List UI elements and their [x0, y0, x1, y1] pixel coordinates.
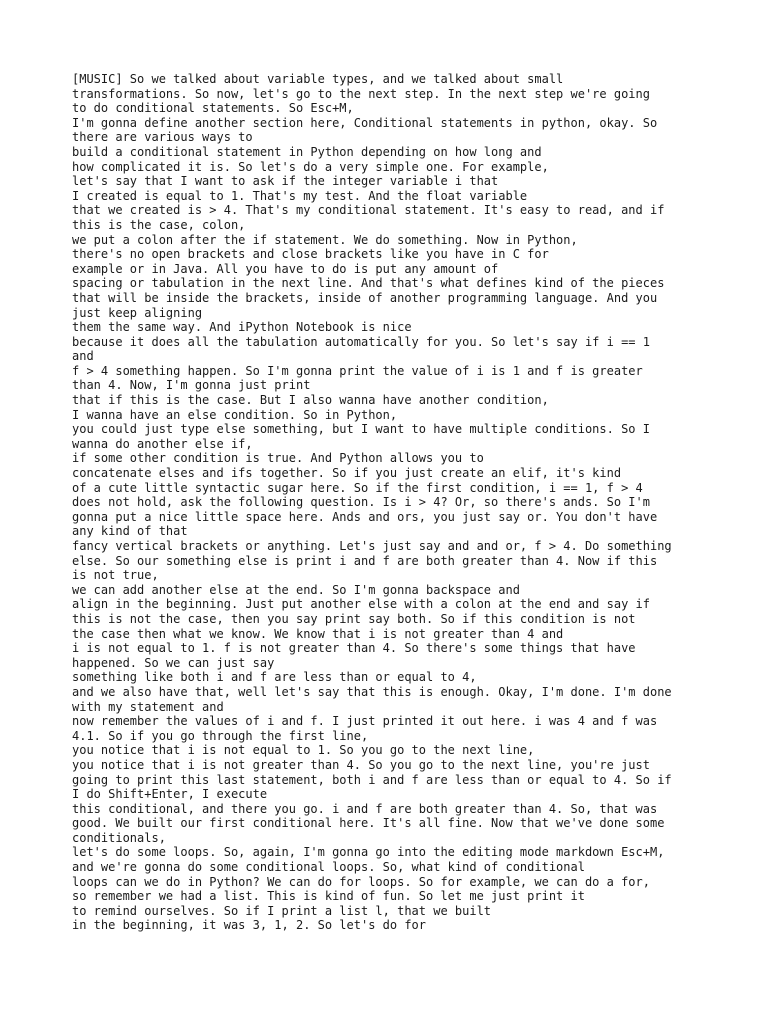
- transcript-line: going to print this last statement, both i and f are less than or equal to 4. So if: [72, 772, 672, 787]
- transcript-line: and we also have that, well let's say that this is enough. Okay, I'm done. I'm done: [72, 684, 672, 699]
- transcript-line: f > 4 something happen. So I'm gonna print the value of i is 1 and f is greater: [72, 363, 643, 378]
- transcript-line: any kind of that: [72, 524, 188, 539]
- transcript-line: with my statement and: [72, 699, 224, 714]
- transcript-line: so remember we had a list. This is kind of fun. So let me just print it: [72, 889, 585, 904]
- transcript-line: we can add another else at the end. So I'm gonna backspace and: [72, 582, 520, 597]
- transcript-line: to remind ourselves. So if I print a list l, that we built: [72, 903, 492, 918]
- transcript-line: does not hold, ask the following question. Is i > 4? Or, so there's ands. So I'm: [72, 495, 650, 510]
- transcript-line: that if this is the case. But I also wanna have another condition,: [72, 393, 549, 408]
- transcript-line: and we're gonna do some conditional loops. So, what kind of conditional: [72, 860, 585, 875]
- transcript-line: i is not equal to 1. f is not greater than 4. So there's some things that have: [72, 641, 636, 656]
- transcript-line: 4.1. So if you go through the first line,: [72, 728, 369, 743]
- transcript-line: the case then what we know. We know that i is not greater than 4 and: [72, 626, 564, 641]
- transcript-line: to do conditional statements. So Esc+M,: [72, 101, 354, 116]
- transcript-line: you notice that i is not equal to 1. So you go to the next line,: [72, 743, 535, 758]
- transcript-line: of a cute little syntactic sugar here. So if the first condition, i == 1, f > 4: [72, 480, 643, 495]
- transcript-line: happened. So we can just say: [72, 655, 275, 670]
- transcript-line: if some other condition is true. And Python allows you to: [72, 451, 484, 466]
- transcript-line: there's no open brackets and close brackets like you have in C for: [72, 247, 549, 262]
- transcript-line: fancy vertical brackets or anything. Let's just say and and or, f > 4. Do something: [72, 539, 672, 553]
- transcript-line: them the same way. And iPython Notebook is nice: [72, 320, 412, 335]
- transcript-line: now remember the values of i and f. I just printed it out here. i was 4 and f was: [72, 714, 658, 729]
- transcript-line: spacing or tabulation in the next line. And that's what defines kind of the pieces: [72, 276, 665, 291]
- transcript-line: and: [72, 349, 94, 364]
- transcript-line: I wanna have an else condition. So in Python,: [72, 407, 398, 422]
- transcript-line: because it does all the tabulation automatically for you. So let's say if i == 1: [72, 334, 650, 349]
- transcript-line: you notice that i is not greater than 4. So you go to the next line, you're just: [72, 757, 650, 772]
- transcript-line: align in the beginning. Just put another else with a colon at the end and say if: [72, 597, 650, 612]
- transcript-line: than 4. Now, I'm gonna just print: [72, 378, 311, 393]
- transcript-line: gonna put a nice little space here. Ands and ors, you just say or. You don't have: [72, 509, 658, 524]
- transcript-line: example or in Java. All you have to do is put any amount of: [72, 261, 499, 276]
- transcript-line: you could just type else something, but I want to have multiple conditions. So I: [72, 422, 650, 437]
- transcript-line: let's say that I want to ask if the integer variable i that: [72, 174, 499, 189]
- transcript-line: this is not the case, then you say print say both. So if this condition is not: [72, 611, 636, 626]
- transcript-line: there are various ways to: [72, 130, 253, 145]
- transcript-line: good. We built our first conditional here. It's all fine. Now that we've done some: [72, 816, 665, 831]
- transcript-line: I created is equal to 1. That's my test. And the float variable: [72, 188, 528, 203]
- transcript-line: that we created is > 4. That's my conditional statement. It's easy to read, and if: [72, 203, 665, 218]
- transcript-line: [MUSIC] So we talked about variable types, and we talked about small: [72, 72, 564, 86]
- transcript-line: conditionals,: [72, 830, 166, 845]
- transcript-line: let's do some loops. So, again, I'm gonna go into the editing mode markdown Esc+M,: [72, 845, 665, 860]
- transcript-page: [72, 72, 712, 933]
- transcript-line: concatenate elses and ifs together. So if you just create an elif, it's kind: [72, 466, 622, 481]
- transcript-line: wanna do another else if,: [72, 436, 253, 451]
- transcript-line: in the beginning, it was 3, 1, 2. So let's do for: [72, 918, 427, 933]
- transcript-line: how complicated it is. So let's do a very simple one. For example,: [72, 159, 549, 174]
- transcript-line: that will be inside the brackets, inside of another programming language. And you: [72, 290, 658, 305]
- transcript-line: loops can we do in Python? We can do for loops. So for example, we can do a for,: [72, 874, 650, 889]
- transcript-line: we put a colon after the if statement. We do something. Now in Python,: [72, 232, 578, 247]
- transcript-line: this conditional, and there you go. i and f are both greater than 4. So, that was: [72, 801, 658, 816]
- transcript-line: I do Shift+Enter, I execute: [72, 787, 268, 802]
- transcript-line: I'm gonna define another section here, Conditional statements in python, okay. So: [72, 115, 658, 130]
- transcript-line: transformations. So now, let's go to the next step. In the next step we're going: [72, 86, 650, 101]
- transcript-line: build a conditional statement in Python depending on how long and: [72, 144, 542, 159]
- transcript-line: is not true,: [72, 568, 159, 583]
- transcript-line: something like both i and f are less than or equal to 4,: [72, 670, 477, 685]
- transcript-line: just keep aligning: [72, 305, 203, 320]
- transcript-line: else. So our something else is print i and f are both greater than 4. Now if this: [72, 553, 658, 568]
- transcript-line: this is the case, colon,: [72, 217, 246, 232]
